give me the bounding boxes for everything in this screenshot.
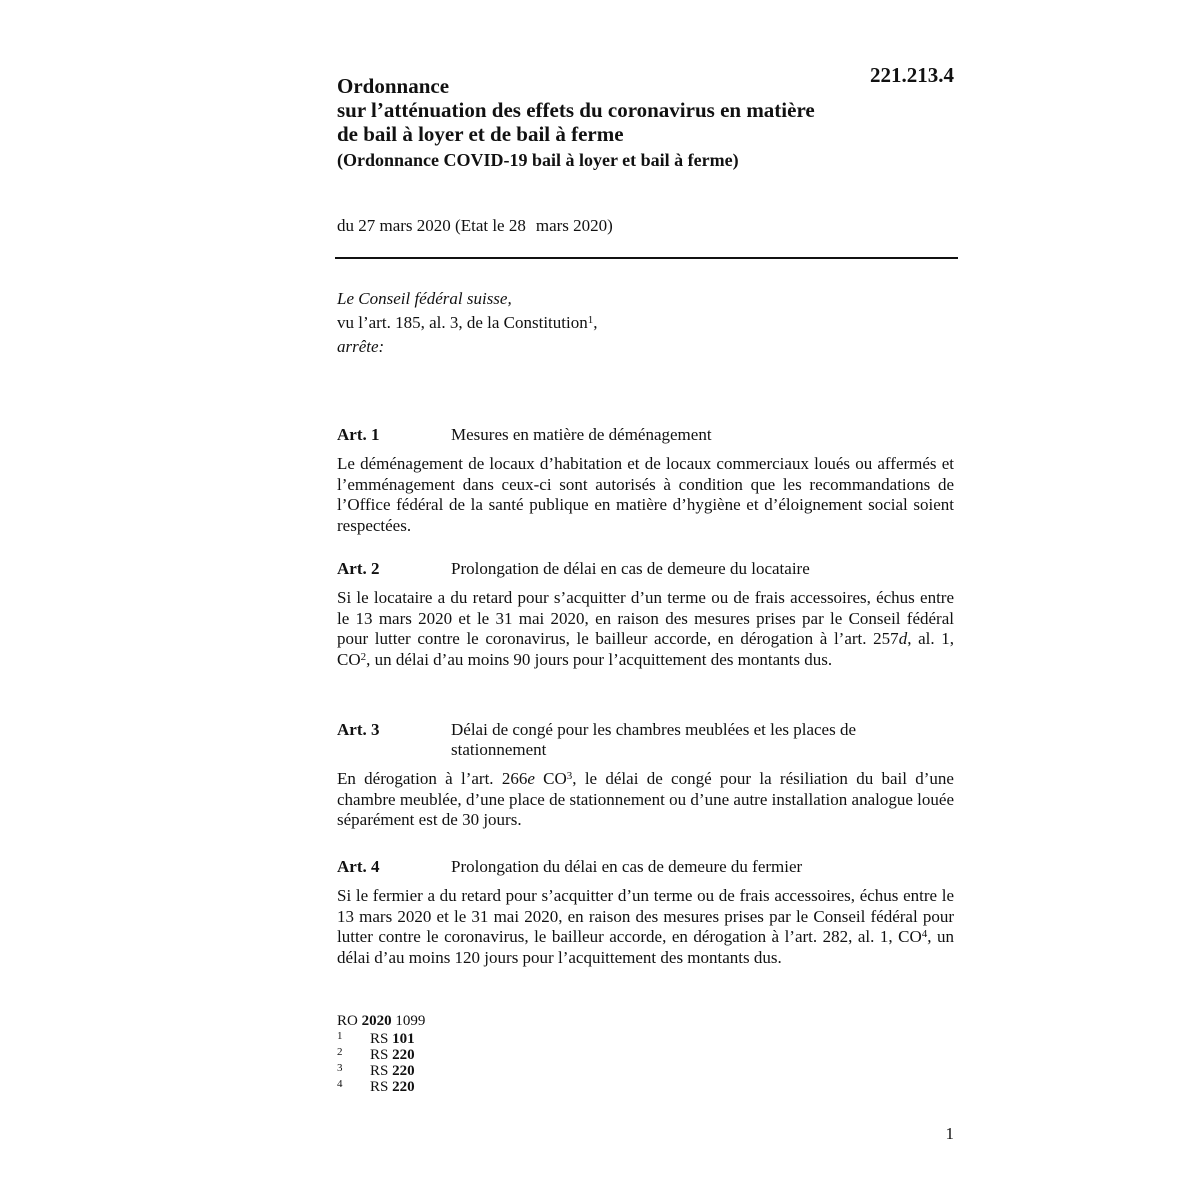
footnote-text: RS 220 — [370, 1063, 415, 1079]
article-label: Art. 3 — [337, 720, 380, 739]
ro-reference: RO 2020 1099 — [337, 1013, 426, 1029]
article-4 — [337, 857, 954, 968]
preamble-authority: Le Conseil fédéral suisse, — [337, 289, 512, 308]
date-suffix: mars 2020) — [535, 216, 613, 235]
page-number: 1 — [945, 1124, 954, 1143]
sr-number: 221.213.4 — [870, 63, 954, 87]
article-title: Délai de congé pour les chambres meublées et les places de stationnement — [451, 720, 857, 759]
article-body: Si le locataire a du retard pour s’acquitter d’un terme ou de frais accessoires, échus entre le 13 mars 2020 et le 31 mai 2020, en raison des mesures prises par le Conseil fédéral pour lutter contre le coronavirus, le bailleur accorde, en dérogation à l’art. 257d, al. 1, CO$^2$, un délai d’au moins 90 jours pour l’acquittement des montants dus. — [337, 588, 954, 669]
article-title: Prolongation du délai en cas de demeure du fermier — [451, 857, 803, 876]
article-3 — [337, 720, 954, 831]
article-body: En dérogation à l’art. 266e CO$^3$, le délai de congé pour la résiliation du bail d’une chambre meublée, d’une place de stationnement ou d’une autre installation analogue louée séparément est de 30 jours. — [337, 769, 954, 829]
footnote-item — [337, 1047, 637, 1063]
footnote-number: 3 — [337, 1062, 343, 1074]
preamble-basis: vu l’art. 185, al. 3, de la Constitution$^1$, — [337, 313, 598, 332]
article-1 — [337, 425, 954, 536]
footnote-text: RS 220 — [370, 1047, 415, 1063]
preamble — [337, 287, 937, 359]
footnote-number: 4 — [337, 1078, 343, 1090]
footnote-ref[interactable]: 1 — [587, 314, 594, 326]
article-label: Art. 2 — [337, 559, 380, 578]
article-label: Art. 1 — [337, 425, 380, 444]
title-line: sur l’atténuation des effets du coronavirus en matière — [337, 98, 815, 122]
footnote-number: 1 — [337, 1030, 343, 1042]
article-title: Prolongation de délai en cas de demeure du locataire — [451, 559, 810, 578]
article-body: Si le fermier a du retard pour s’acquitter d’un terme ou de frais accessoires, échus entre le 13 mars 2020 et le 31 mai 2020, en raison des mesures prises par le Conseil fédéral pour lutter contre le coronavirus, le bailleur accorde, en dérogation à l’art. 282, al. 1, CO$^4$, un délai d’au moins 120 jours pour l’acquittement des montants dus. — [337, 886, 954, 967]
footnote-item — [337, 1079, 637, 1095]
article-heading — [337, 425, 954, 445]
preamble-decree: arrête: — [337, 337, 385, 356]
title-line: de bail à loyer et de bail à ferme — [337, 122, 624, 146]
footnote-ref[interactable]: 4 — [921, 928, 928, 940]
article-body: Le déménagement de locaux d’habitation et de locaux commerciaux loués ou affermés et l’emménagement dans ceux-ci sont autorisés à condition que les recommandations de l’Office fédéral de la santé publique en matière d’hygiène et d’éloignement social soient respectées. — [337, 454, 954, 535]
article-2 — [337, 559, 954, 670]
ordinance-title — [337, 74, 897, 170]
footnotes — [337, 1011, 637, 1095]
date-line — [337, 216, 613, 236]
article-heading — [337, 720, 954, 760]
article-heading — [337, 559, 954, 579]
footnote-item — [337, 1063, 637, 1079]
footnote-text: RS 220 — [370, 1079, 415, 1095]
footnote-text: RS 101 — [370, 1031, 415, 1047]
footnote-item — [337, 1031, 637, 1047]
footnote-ref[interactable]: 3 — [566, 770, 573, 782]
article-label: Art. 4 — [337, 857, 380, 876]
title-line: Ordonnance — [337, 74, 450, 98]
footnote-ref[interactable]: 2 — [360, 650, 367, 663]
footnote-number: 2 — [337, 1046, 343, 1058]
article-heading — [337, 857, 954, 877]
article-title: Mesures en matière de déménagement — [451, 425, 712, 444]
date-prefix: du 27 mars 2020 (Etat le 28 — [337, 216, 526, 235]
title-divider — [335, 257, 958, 259]
short-title: (Ordonnance COVID-19 bail à loyer et bail à ferme) — [337, 150, 739, 170]
